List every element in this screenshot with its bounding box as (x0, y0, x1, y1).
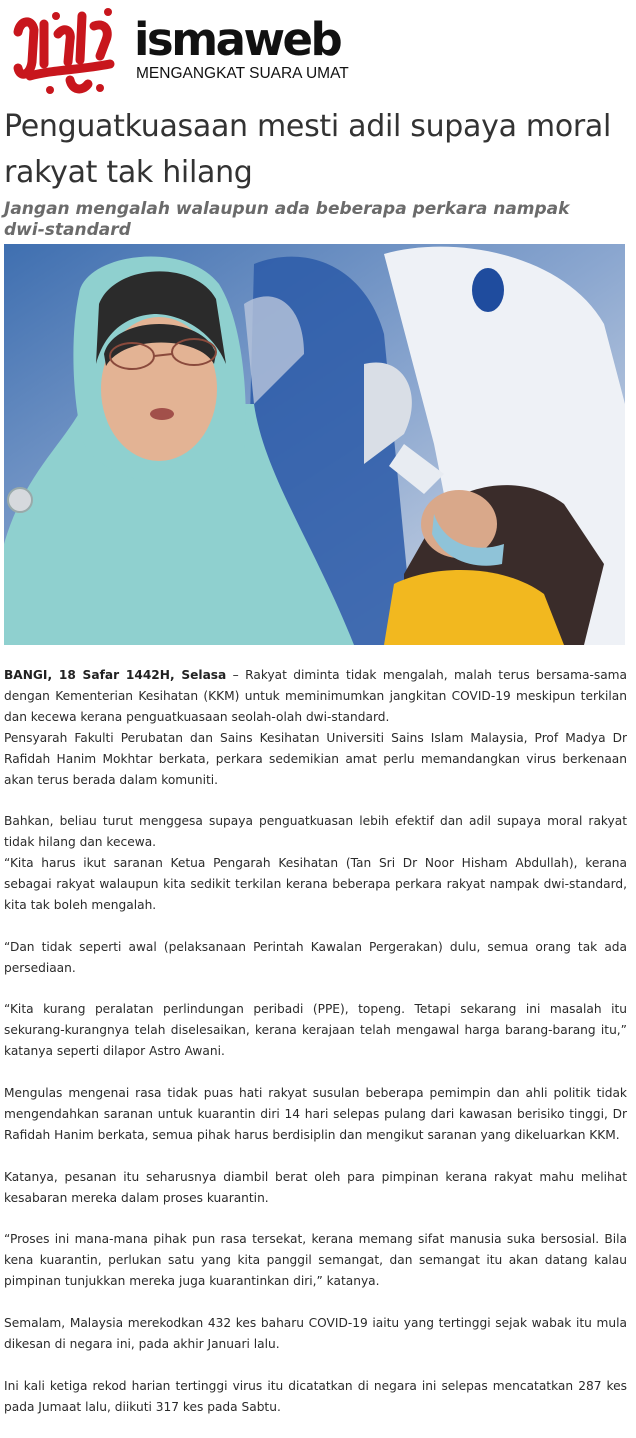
article-hero-image (4, 244, 625, 645)
article-body (4, 665, 627, 1438)
site-header (0, 0, 636, 100)
article-paragraph: Pensyarah Fakulti Perubatan dan Sains Kesihatan Universiti Sains Islam Malaysia, Prof Madya Dr Rafidah Hanim Mokhtar berkata, perkara sedemikian amat perlu memandangkan virus berkenaan akan terus berada dalam komuniti. (4, 730, 627, 787)
article-paragraph: “Dan tidak seperti awal (pelaksanaan Perintah Kawalan Pergerakan) dulu, semua orang tak ada persediaan. (4, 939, 627, 975)
article-title: Penguatkuasaan mesti adil supaya moral rakyat tak hilang (4, 109, 612, 190)
article-paragraph: BANGI, 18 Safar 1442H, Selasa – Rakyat diminta tidak mengalah, malah terus bersama-sama dengan Kementerian Kesihatan (KKM) untuk meminimumkan jangkitan COVID-19 meskipun terkilan dan kecewa kerana penguatkuasaan seolah-olah dwi-standard. (4, 668, 628, 724)
article-paragraph: Katanya, pesanan itu seharusnya diambil berat oleh para pimpinan kerana rakyat mahu melihat kesabaran mereka dalam proses kuarantin. (4, 1169, 627, 1205)
article-dateline: BANGI, 18 Safar 1442H, Selasa (4, 668, 227, 682)
article-paragraph: Mengulas mengenai rasa tidak puas hati rakyat susulan beberapa pemimpin dan ahli politik tidak mengendahkan saranan untuk kuarantin diri 14 hari selepas pulang dari kawasan berisiko tinggi, Dr Rafidah Hanim berkata, semua pihak harus berdisiplin dan mengikut saranan yang dikeluarkan KKM. (4, 1086, 627, 1142)
arabic-calligraphy-logo[interactable] (10, 4, 118, 96)
article-paragraph: “Kita kurang peralatan perlindungan peribadi (PPE), topeng. Tetapi sekarang ini masalah itu sekurang-kurangnya telah diselesaikan, kerana kerajaan telah mengawal harga barang-barang itu,” katanya seperti dilapor Astro Awani. (4, 1002, 627, 1059)
article-paragraph: “Proses ini mana-mana pihak pun rasa tersekat, kerana memang sifat manusia suka bersosial. Bila kena kuarantin, perlukan satu yang kita panggil semangat, dan semangat itu akan datang kalau pimpinan tunjukkan mereka juga kuarantinkan diri,” katanya. (4, 1232, 627, 1289)
site-tagline: MENGANGKAT SUARA UMAT (136, 65, 349, 82)
site-name[interactable]: ismaweb (134, 13, 341, 66)
article-paragraph: “Kita harus ikut saranan Ketua Pengarah Kesihatan (Tan Sri Dr Noor Hisham Abdullah), kerana sebagai rakyat walaupun kita sedikit terkilan kerana beberapa perkara rakyat nampak dwi-standard, kita tak boleh mengalah. (4, 856, 627, 912)
article-paragraph: Ini kali ketiga rekod harian tertinggi virus itu dicatatkan di negara ini selepas mencatatkan 287 kes pada Jumaat lalu, diikuti 317 kes pada Sabtu. (4, 1378, 627, 1414)
article-paragraph: Semalam, Malaysia merekodkan 432 kes baharu COVID-19 iaitu yang tertinggi sejak wabak itu mula dikesan di negara ini, pada akhir Januari lalu. (4, 1315, 627, 1351)
article-paragraph: Bahkan, beliau turut menggesa supaya penguatkuasan lebih efektif dan adil supaya moral rakyat tidak hilang dan kecewa. (4, 814, 627, 850)
article-subtitle: Jangan mengalah walaupun ada beberapa perkara nampak dwi-standard (4, 199, 570, 240)
